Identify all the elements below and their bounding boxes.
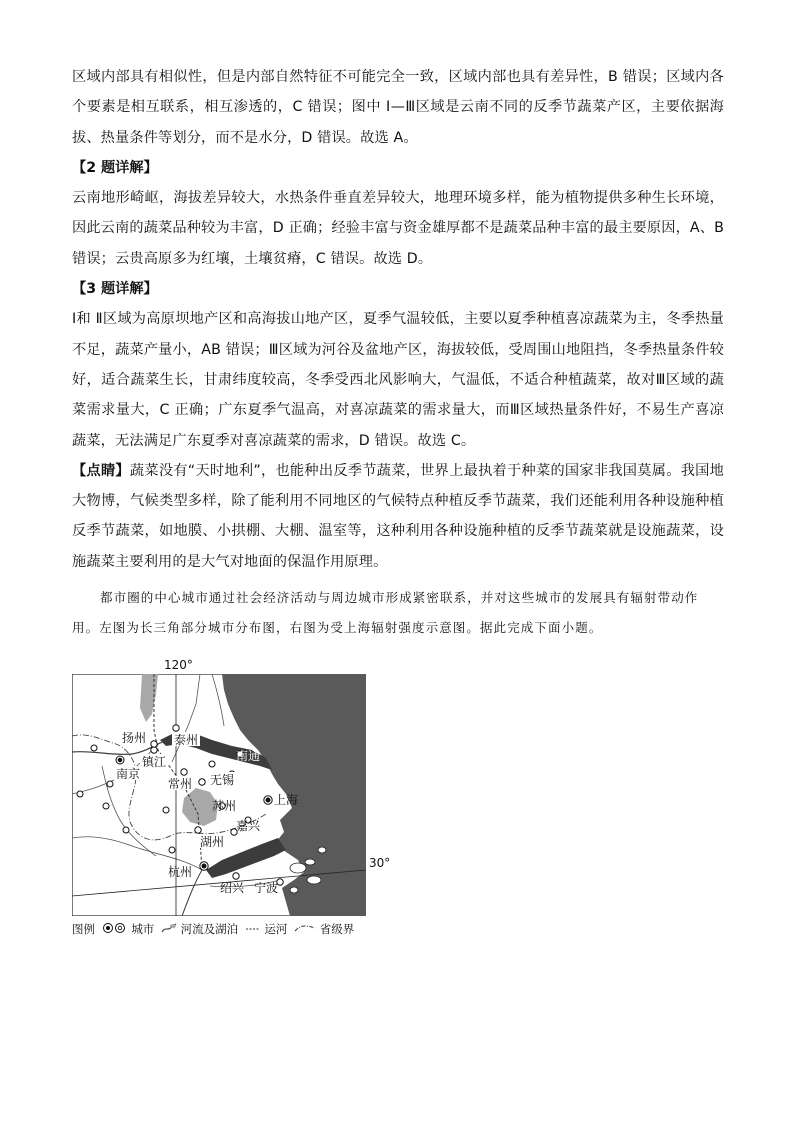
taizhou-marker [173,725,179,731]
city-label-yangzhou: 扬州 [122,731,147,745]
minor-city-marker [103,803,109,809]
wuxi-marker [199,779,205,785]
minor-city-marker [209,761,215,767]
tip-text: 蔬菜没有“天时地利”，也能种出反季节蔬菜，世界上最执着于种菜的国家非我国莫属。我国地大物博，气候类型多样，除了能利用不同地区的气候特点种植反季节蔬菜，我们还能利用各种设施种植反季节蔬菜，如地膜、小拱棚、大棚、温室等，这种利用各种设施种植的反季节蔬菜就是设施蔬菜，设施蔬菜主要利用的是大气对地面的保温作用原理。 [72,462,724,570]
minor-city-marker [123,827,129,833]
city-label-zhenjiang: 镇江 [142,755,167,769]
tip-label: 【点睛】 [72,462,130,479]
minor-city-marker [163,807,169,813]
tip-paragraph [72,456,724,577]
legend-river: 河流及湖泊 [180,922,239,936]
question-3-heading: 【3 题详解】 [72,281,158,298]
city-label-nanjing: 南京 [116,767,141,781]
city-label-jiaxing: 嘉兴 [236,819,261,833]
island [305,859,315,865]
city-label-nantong: 南通 [236,749,261,763]
legend-canal: 运河 [264,922,288,936]
explanation-paragraph-3: Ⅰ和 Ⅱ区域为高原坝地产区和高海拔山地产区，夏季气温较低，主要以夏季种植喜凉蔬菜为主，冬季热量不足，蔬菜产量小，AB 错误；Ⅲ区域为河谷及盆地产区，海拔较低，受周围山地阻挡，冬季热量条件较好，适合蔬菜生长，甘肃纬度较高，冬季受西北风影响大，气温低，不适合种植蔬菜，故对Ⅲ区域的蔬菜需求量大，C 正确；广东夏季气温高，对喜凉蔬菜的需求量大，而Ⅲ区域热量条件好，不易生产喜凉蔬菜，无法满足广东夏季对喜凉蔬菜的需求，D 错误。故选 C。 [72,311,724,449]
city-symbol-icon [102,922,128,934]
island [290,887,298,893]
river-symbol-icon [161,922,177,934]
boundary-symbol-icon [294,922,316,934]
legend-boundary: 省级界 [319,922,355,936]
city-label-huzhou: 湖州 [200,835,225,849]
shanghai-marker-dot [266,798,270,802]
city-label-hangzhou: 杭州 [168,865,193,879]
island [318,847,326,853]
yangtze-delta-map-figure [72,658,391,942]
changzhou-marker [181,769,187,775]
explanation-paragraph-1: 区域内部具有相似性，但是内部自然特征不可能完全一致，区域内部也具有差异性，B 错误；区域内各个要素是相互联系，相互渗透的，C 错误；图中 Ⅰ—Ⅲ区域是云南不同的反季节蔬菜产区，主要依据海拔、热量条件等划分，而不是水分，D 错误。故选 A。 [72,69,724,146]
explanation-paragraph-2: 云南地形崎岖，海拔差异较大，水热条件垂直差异较大，地理环境多样，能为植物提供多种生长环境，因此云南的蔬菜品种较为丰富，D 正确；经验丰富与资金雄厚都不是蔬菜品种丰富的最主要原因，A、B 错误；云贵高原多为红壤，土壤贫瘠，C 错误。故选 D。 [72,190,724,267]
minor-city-marker [169,847,175,853]
nanjing-marker-dot [118,758,122,762]
legend-city: 城市 [131,922,155,936]
city-label-shanghai: 上海 [274,793,299,807]
map-legend [72,921,357,937]
huzhou-marker [195,827,201,833]
city-distribution-map [72,674,366,916]
island [307,876,321,884]
city-label-ningbo: 宁波 [254,881,279,895]
legend-title: 图例 [72,922,95,936]
city-label-taizhou: 泰州 [174,733,199,747]
latitude-label: 30° [369,856,391,870]
canal-symbol-icon [245,922,261,934]
city-label-suzhou: 苏州 [212,799,237,813]
minor-city-marker [77,791,83,797]
city-label-shaoxing: 绍兴 [220,881,245,895]
answer-text [72,62,724,643]
minor-city-marker [107,781,113,787]
zhenjiang-marker [151,747,157,753]
minor-city-marker [91,745,97,751]
question-2-heading: 【2 题详解】 [72,159,158,176]
yangzhou-marker [151,741,157,747]
city-label-changzhou: 常州 [168,777,193,791]
longitude-label: 120° [164,658,193,672]
island [290,863,306,873]
shaoxing-marker [233,873,239,879]
city-label-wuxi: 无锡 [210,773,235,787]
question-intro: 都市圈的中心城市通过社会经济活动与周边城市形成紧密联系，并对这些城市的发展具有辐射带动作用。左图为长三角部分城市分布图，右图为受上海辐射强度示意图。据此完成下面小题。 [72,590,699,636]
hangzhou-marker-dot [202,864,206,868]
